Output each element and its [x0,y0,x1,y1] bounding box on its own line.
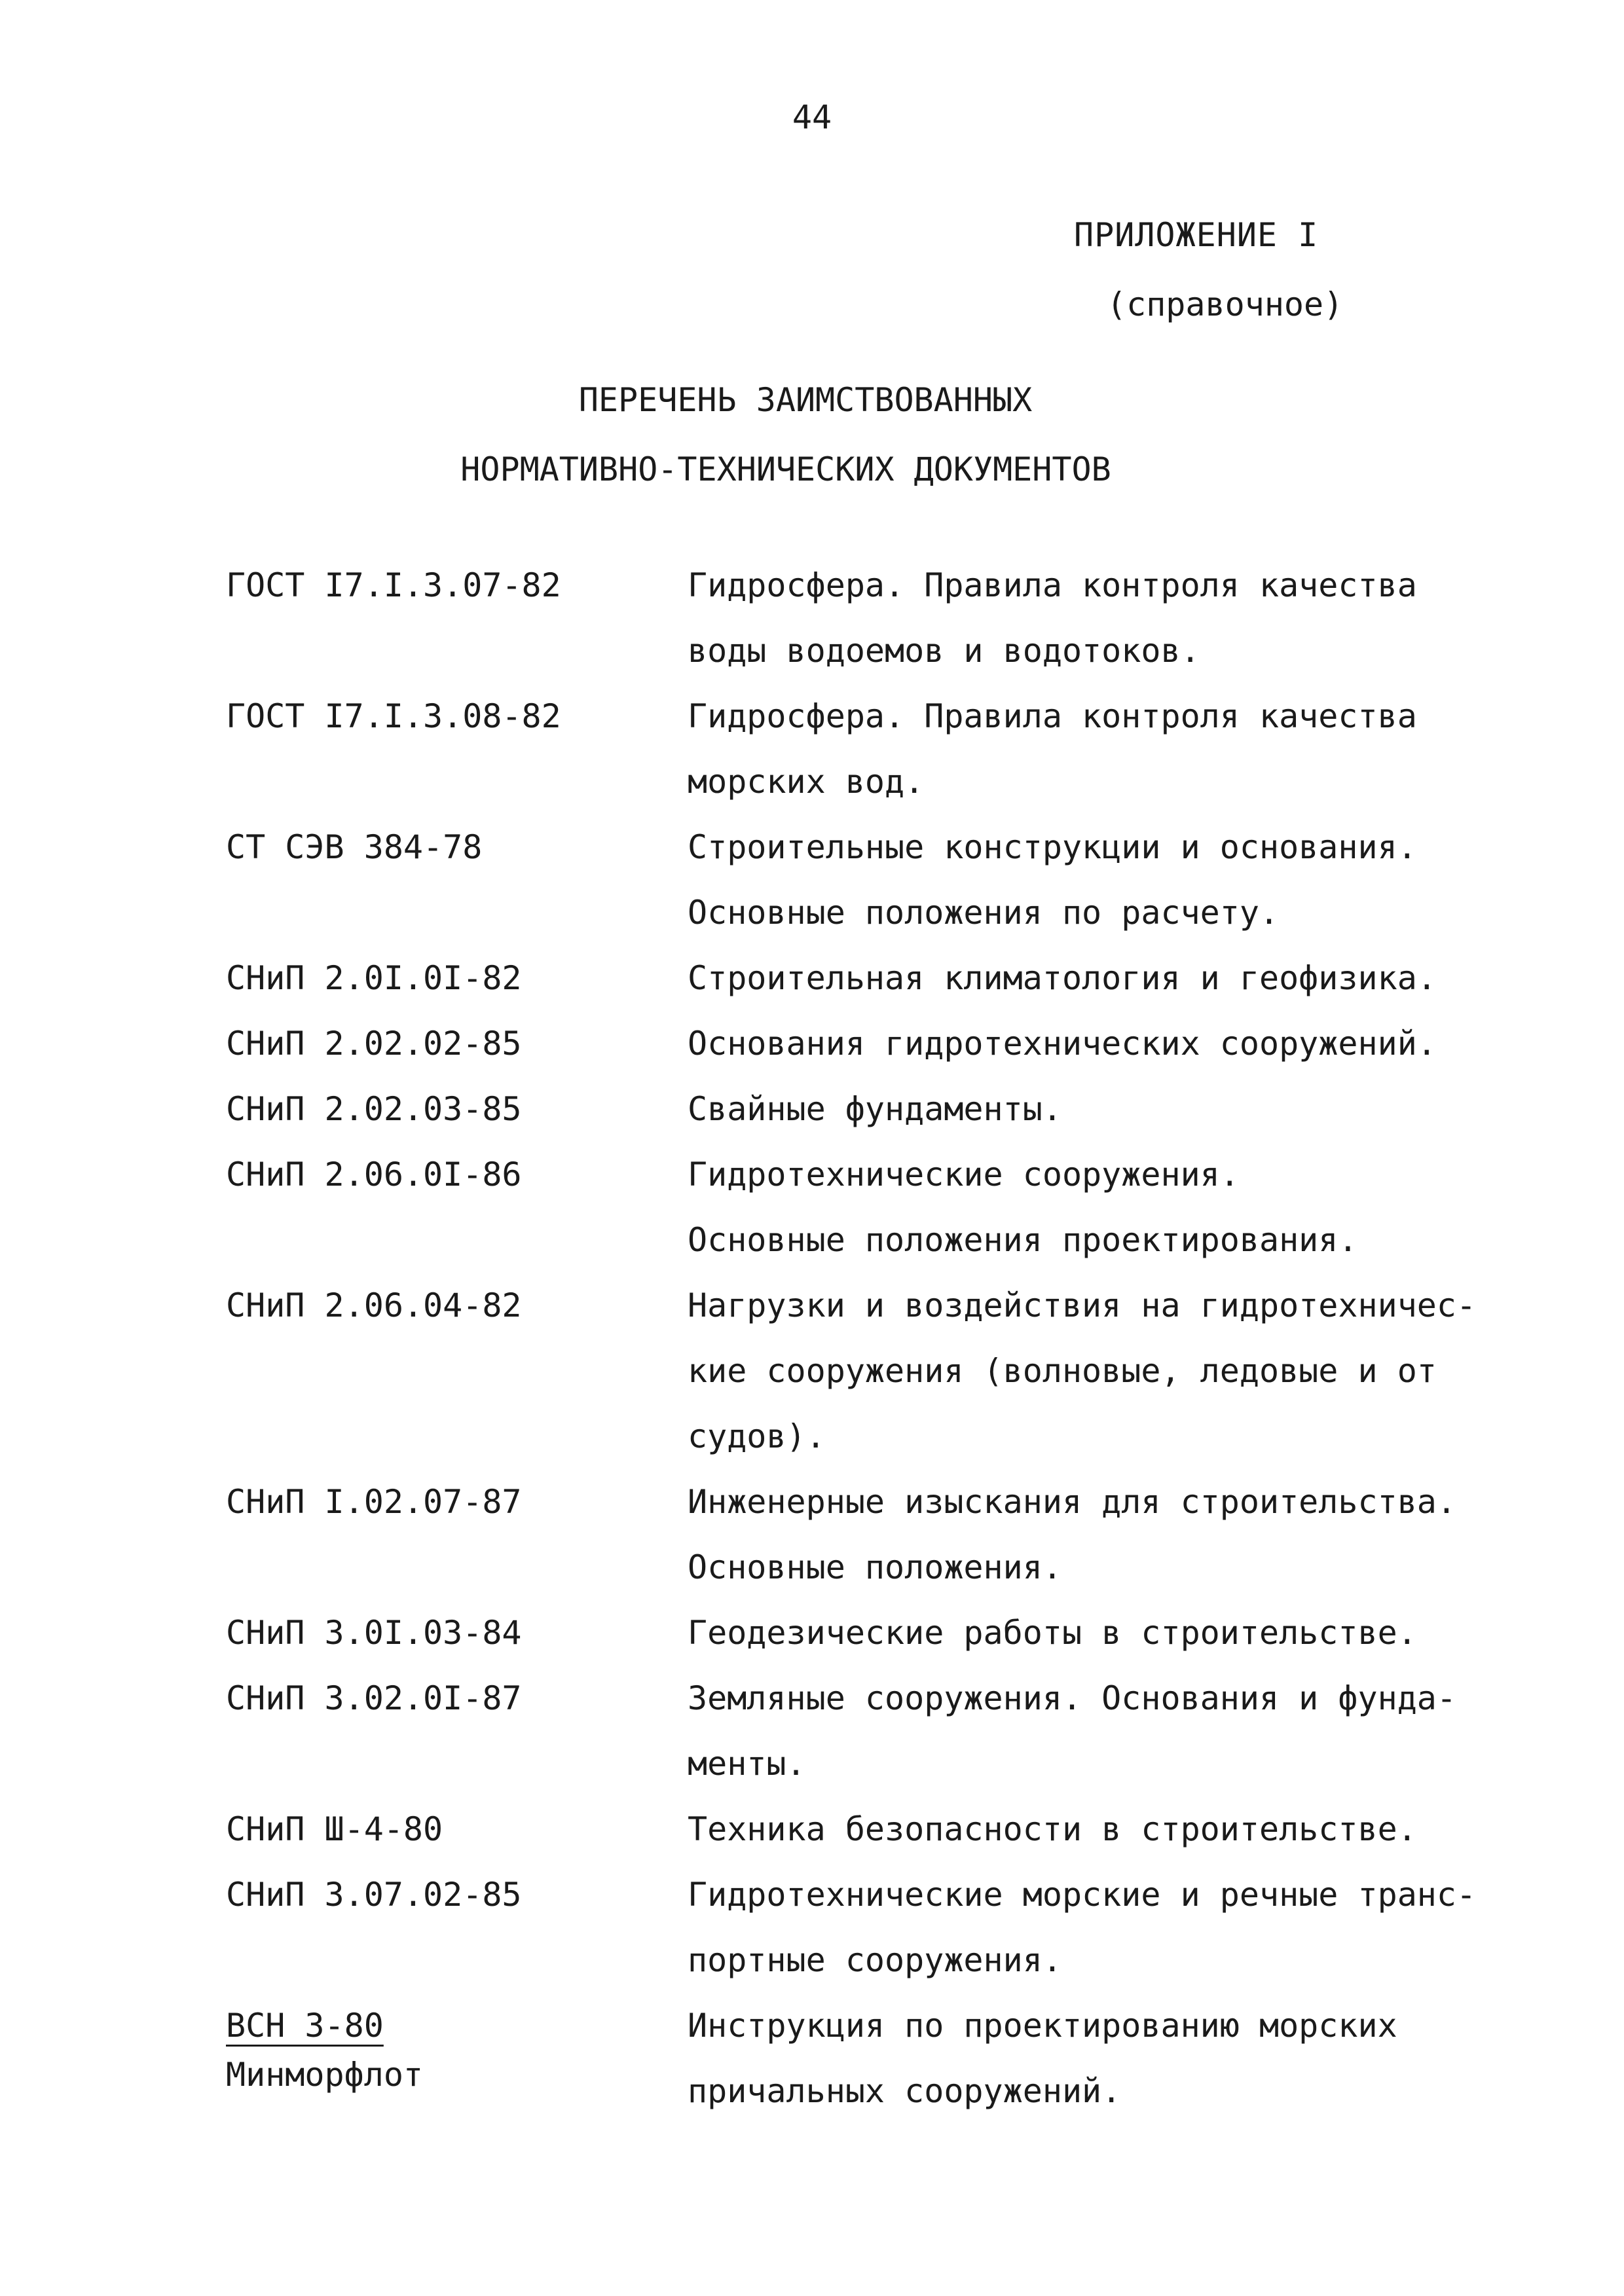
document-title-line: Инструкция по проектированию морских [688,2007,1397,2045]
document-title [688,1993,1536,2124]
document-entry [226,1469,1536,1600]
document-code-text: СНиП Ш-4-80 [226,1810,443,1848]
document-code [226,1076,688,1142]
document-code [226,1862,688,1927]
document-entry [226,1862,1536,1993]
document-code [226,1993,688,2098]
document-title-line: Гидротехнические сооружения. [688,1156,1240,1194]
document-title [688,1862,1536,1993]
document-code [226,1666,688,1731]
document-title-line: менты. [688,1745,806,1783]
document-title-line: Геодезические работы в строительстве. [688,1614,1417,1652]
document-entry [226,683,1536,814]
document-code-issuer: Минморфлот [226,2056,424,2094]
document-entry [226,1142,1536,1273]
document-title-line: воды водоемов и водотоков. [688,632,1200,670]
document-code-text: СНиП 3.07.02-85 [226,1876,522,1914]
document-code-text: СНиП 3.02.0I-87 [226,1679,522,1717]
document-list [226,553,1536,2124]
document-title-line: Техника безопасности в строительстве. [688,1810,1417,1848]
document-entry [226,1011,1536,1076]
document-title-line: Свайные фундаменты. [688,1090,1062,1128]
appendix-subtitle: (справочное) [1107,285,1344,323]
document-entry [226,1076,1536,1142]
document-code-text: СНиП I.02.07-87 [226,1483,522,1521]
document-entry [226,1796,1536,1862]
document-title [688,1011,1536,1076]
document-title [688,683,1536,814]
document-entry [226,814,1536,945]
document-title-line: причальных сооружений. [688,2072,1122,2110]
document-code-text: СНиП 2.06.04-82 [226,1286,522,1324]
document-code-text: СНиП 3.0I.03-84 [226,1614,522,1652]
document-title-line: Основные положения проектирования. [688,1221,1358,1259]
document-title-line: Гидросфера. Правила контроля качества [688,697,1417,735]
document-title-line: Основания гидротехнических сооружений. [688,1025,1437,1063]
document-entry [226,553,1536,683]
document-title-line: кие сооружения (волновые, ледовые и от [688,1352,1437,1390]
document-title [688,1796,1536,1862]
document-title-line: Основные положения по расчету. [688,894,1280,932]
document-title-line: Строительные конструкции и основания. [688,828,1417,866]
document-title-line: портные сооружения. [688,1941,1062,1979]
document-entry [226,1993,1536,2124]
document-code [226,683,688,749]
document-title-line: судов). [688,1417,826,1455]
document-code-text: ГОСТ I7.I.3.08-82 [226,697,561,735]
document-title [688,1273,1536,1469]
list-title-line-1: ПЕРЕЧЕНЬ ЗАИМСТВОВАННЫХ [578,381,1033,419]
document-title-line: Гидросфера. Правила контроля качества [688,566,1417,604]
document-code-text: СНиП 2.02.02-85 [226,1025,522,1063]
document-code-text: СНиП 2.0I.0I-82 [226,959,522,997]
document-title [688,1666,1536,1796]
list-title-line-2: НОРМАТИВНО-ТЕХНИЧЕСКИХ ДОКУМЕНТОВ [460,450,1111,488]
page-number: 44 [792,98,832,136]
document-title [688,1076,1536,1142]
appendix-title: ПРИЛОЖЕНИЕ I [1074,216,1319,254]
document-code [226,1469,688,1535]
document-code-text: ВСН 3-80 [226,2007,384,2045]
document-code [226,814,688,880]
document-entry [226,945,1536,1011]
document-entry [226,1666,1536,1796]
document-title-line: Гидротехнические морские и речные транс- [688,1876,1477,1914]
document-code [226,945,688,1011]
document-code [226,1273,688,1338]
document-code [226,553,688,618]
document-code [226,1011,688,1076]
document-title-line: морских вод. [688,763,925,801]
document-title [688,945,1536,1011]
document-title [688,1469,1536,1600]
document-code [226,1796,688,1862]
document-title-line: Земляные сооружения. Основания и фунда- [688,1679,1456,1717]
document-entry [226,1273,1536,1469]
document-title-line: Инженерные изыскания для строительства. [688,1483,1456,1521]
document-entry [226,1600,1536,1666]
document-title [688,1600,1536,1666]
document-title [688,814,1536,945]
document-code-text: СНиП 2.02.03-85 [226,1090,522,1128]
document-title [688,553,1536,683]
document-title-line: Основные положения. [688,1548,1062,1586]
document-code-text: СНиП 2.06.0I-86 [226,1156,522,1194]
document-code [226,1142,688,1207]
document-code-text: СТ СЭВ 384-78 [226,828,483,866]
document-title-line: Строительная климатология и геофизика. [688,959,1437,997]
document-title-line: Нагрузки и воздействия на гидротехничес- [688,1286,1477,1324]
document-title [688,1142,1536,1273]
document-code-text: ГОСТ I7.I.3.07-82 [226,566,561,604]
document-code [226,1600,688,1666]
